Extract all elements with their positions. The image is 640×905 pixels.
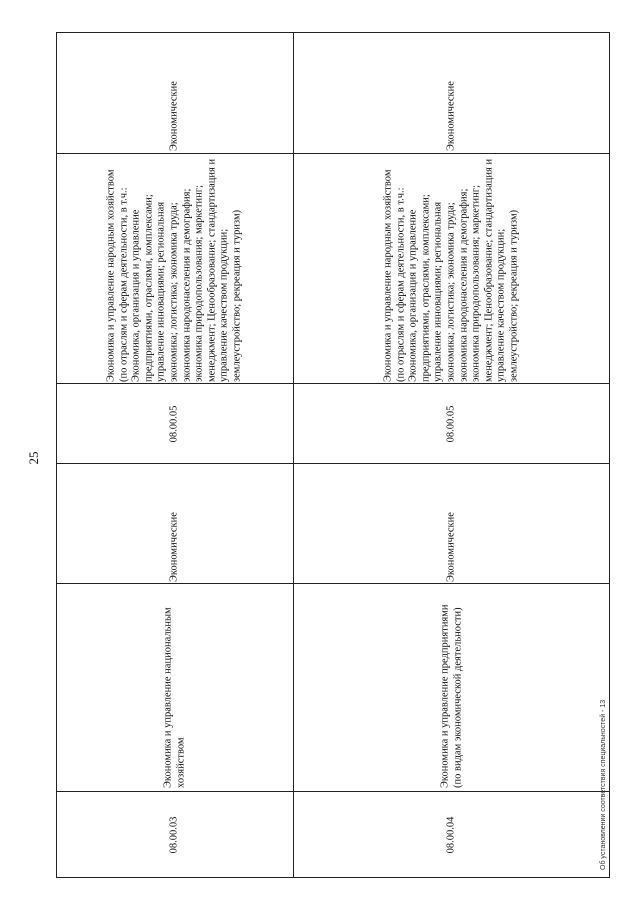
target-code: 08.00.05	[445, 405, 457, 442]
target-code: 08.00.05	[168, 405, 180, 442]
source-name: Экономика и управление национальным хозяйством	[162, 606, 186, 788]
target-description-cell	[294, 153, 610, 383]
source-code-cell	[294, 791, 610, 877]
source-code: 08.00.03	[168, 816, 180, 853]
source-name-cell	[294, 583, 610, 791]
source-group: Экономические	[445, 511, 457, 582]
target-group-cell	[294, 33, 610, 153]
page-footer: Об установлении соответствия специальностей - 13	[600, 699, 607, 870]
target-description: Экономика и управление народным хозяйством (по отраслям и сферам деятельности, в т.ч.: Экономика, организация и управление предприятиями, отраслями, комплексами; управление инновациями; региональная экономика; логистика; экономика труда; экономика народонаселения и демография; экономика природопользования; маркетинг; менеджмент; Ценообразование; стандартизация и управление качеством продукции; землеустройство; рекреация и туризм)	[382, 158, 520, 382]
table-row	[293, 33, 610, 877]
target-group: Экономические	[445, 81, 457, 151]
table-row	[57, 33, 293, 877]
page-number: 25	[26, 451, 41, 465]
target-description-cell	[57, 153, 293, 383]
source-code-cell	[57, 791, 293, 877]
source-name: Экономика и управление предприятиями (по видам экономической деятельности)	[439, 603, 463, 788]
source-code: 08.00.04	[445, 816, 457, 853]
target-group-cell	[57, 33, 293, 153]
target-description: Экономика и управление народным хозяйством (по отраслям и сферам деятельности, в т.ч.: Экономика, организация и управление предприятиями, отраслями, комплексами; управление инновациями; региональная экономика; логистика; экономика труда; экономика народонаселения и демография; экономика природопользования; маркетинг; менеджмент; Ценообразование; стандартизация и управление качеством продукции; землеустройство; рекреация и туризм)	[105, 158, 243, 382]
source-name-cell	[57, 583, 293, 791]
correspondence-table	[56, 32, 610, 878]
target-group: Экономические	[168, 81, 180, 151]
source-group-cell	[57, 463, 293, 583]
source-group-cell	[294, 463, 610, 583]
target-code-cell	[57, 383, 293, 463]
source-group: Экономические	[168, 511, 180, 582]
target-code-cell	[294, 383, 610, 463]
